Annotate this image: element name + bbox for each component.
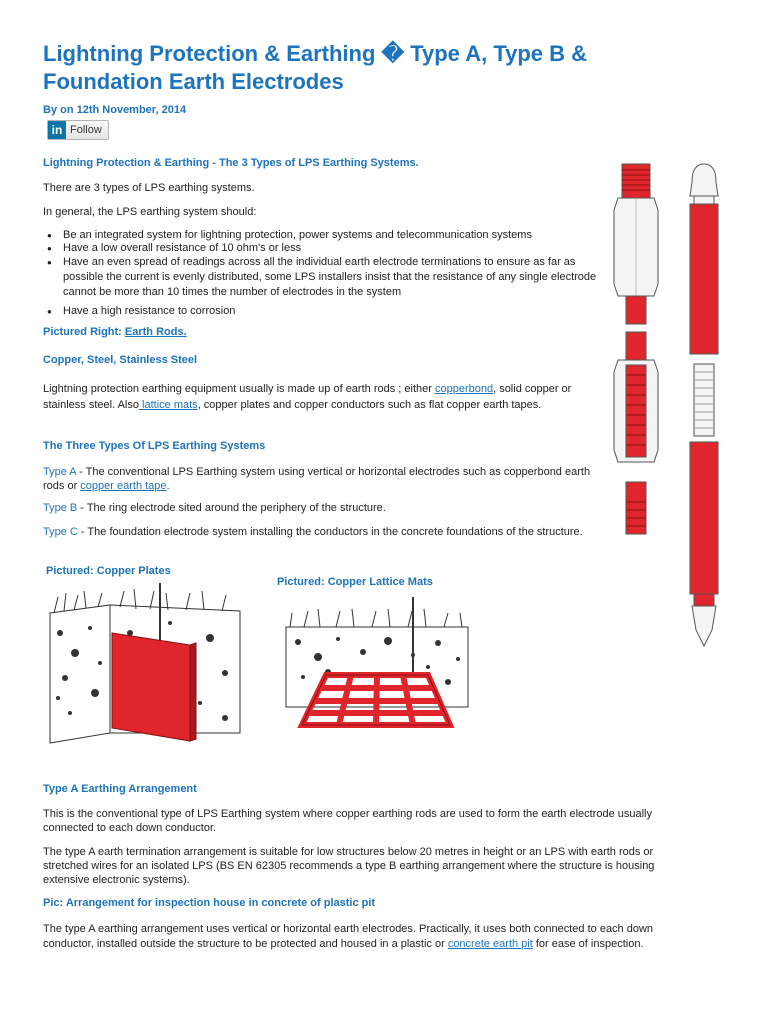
type-b-paragraph xyxy=(43,501,386,515)
type-a-label: Type A xyxy=(43,466,77,478)
section-heading-materials: Copper, Steel, Stainless Steel xyxy=(43,354,198,366)
inspection-text: The type A earthing arrangement uses vertical or horizontal earth electrodes. Practically, it uses both connected to each down conductor, installed outside the structure to be protected and housed in a plastic or xyxy=(43,923,654,950)
linkedin-icon: in xyxy=(48,121,66,139)
materials-text: , copper plates and copper conductors such as flat copper earth tapes. xyxy=(197,399,542,411)
list-item: ● Have an even spread of readings across all the individual earth electrode terminations to ensure as far as possible the current is evenly distributed, some LPS installers insist that the resistance of any single electrode cannot be more than 10 times the number of electrodes in the system xyxy=(43,255,609,300)
list-item: ● Be an integrated system for lightning protection, power systems and telecommunication systems xyxy=(43,229,609,242)
pictured-right-line xyxy=(43,325,187,339)
section-heading-inspection-pit: Pic: Arrangement for inspection house in concrete of plastic pit xyxy=(43,897,376,909)
concrete-earth-pit-link[interactable]: concrete earth pit xyxy=(447,938,533,950)
materials-text: Lightning protection earthing equipment usually is made up of earth rods ; either xyxy=(43,383,432,395)
left-rod xyxy=(614,164,658,534)
requirements-list xyxy=(43,229,609,318)
copper-plates-caption: Pictured: Copper Plates xyxy=(46,565,171,577)
lattice-mats-caption: Pictured: Copper Lattice Mats xyxy=(277,576,433,588)
materials-text: , solid copper or stainless steel. Also xyxy=(43,383,572,411)
earth-rods-illustration xyxy=(600,160,740,650)
right-rod xyxy=(690,164,718,646)
lattice-mat-illustration xyxy=(278,597,473,742)
list-item: ● Have a high resistance to corrosion xyxy=(43,305,609,318)
type-c-label: Type C xyxy=(43,526,78,538)
copper-plate-illustration xyxy=(40,583,245,753)
copper-earth-tape-link[interactable]: copper earth tape xyxy=(80,480,167,492)
materials-paragraph xyxy=(43,381,603,413)
article-title: Lightning Protection & Earthing � Type A, Type B & Foundation Earth Electrodes xyxy=(43,41,588,94)
type-b-label: Type B xyxy=(43,502,78,514)
linkedin-follow-button[interactable] xyxy=(47,120,109,140)
lattice-mats-link[interactable]: lattice mats xyxy=(139,399,198,411)
type-c-text: - The foundation electrode system installing the conductors in the concrete foundations of the structure. xyxy=(77,526,583,538)
general-text: In general, the LPS earthing system should: xyxy=(43,206,257,218)
follow-label: Follow xyxy=(70,124,102,136)
intro-text: There are 3 types of LPS earthing systems. xyxy=(43,182,255,194)
type-a-arrangement-para1: This is the conventional type of LPS Earthing system where copper earthing rods are used to form the earth electrode usually connected to each down conductor. xyxy=(43,808,652,834)
inspection-text: for ease of inspection. xyxy=(532,938,644,950)
type-b-text: - The ring electrode sited around the periphery of the structure. xyxy=(77,502,386,514)
section-heading-type-a-arrangement: Type A Earthing Arrangement xyxy=(43,783,197,795)
type-a-end: . xyxy=(166,480,170,492)
type-a-arrangement-para2: The type A earth termination arrangement is suitable for low structures below 20 metres in height or an LPS with earth rods or stretched wires for an isolated LPS (BS EN 62305 recommends a type B earthing arrangement where the structure is housing extensive electronic systems). xyxy=(43,846,655,886)
section-heading-lps-types: Lightning Protection & Earthing - The 3 Types of LPS Earthing Systems. xyxy=(43,157,419,169)
pictured-right-label: Pictured Right: xyxy=(43,326,122,338)
byline: By on 12th November, 2014 xyxy=(43,104,187,116)
type-c-paragraph xyxy=(43,525,613,539)
earth-rods-link[interactable]: Earth Rods. xyxy=(124,326,187,338)
list-item: ● Have a low overall resistance of 10 ohm's or less xyxy=(43,242,609,255)
section-heading-three-types: The Three Types Of LPS Earthing Systems xyxy=(43,440,266,452)
copperbond-link[interactable]: copperbond xyxy=(434,383,494,395)
type-a-paragraph xyxy=(43,465,613,493)
inspection-pit-paragraph xyxy=(43,922,695,952)
type-a-text: - The conventional LPS Earthing system using vertical or horizontal electrodes such as copperbond earth rods or xyxy=(43,466,591,492)
